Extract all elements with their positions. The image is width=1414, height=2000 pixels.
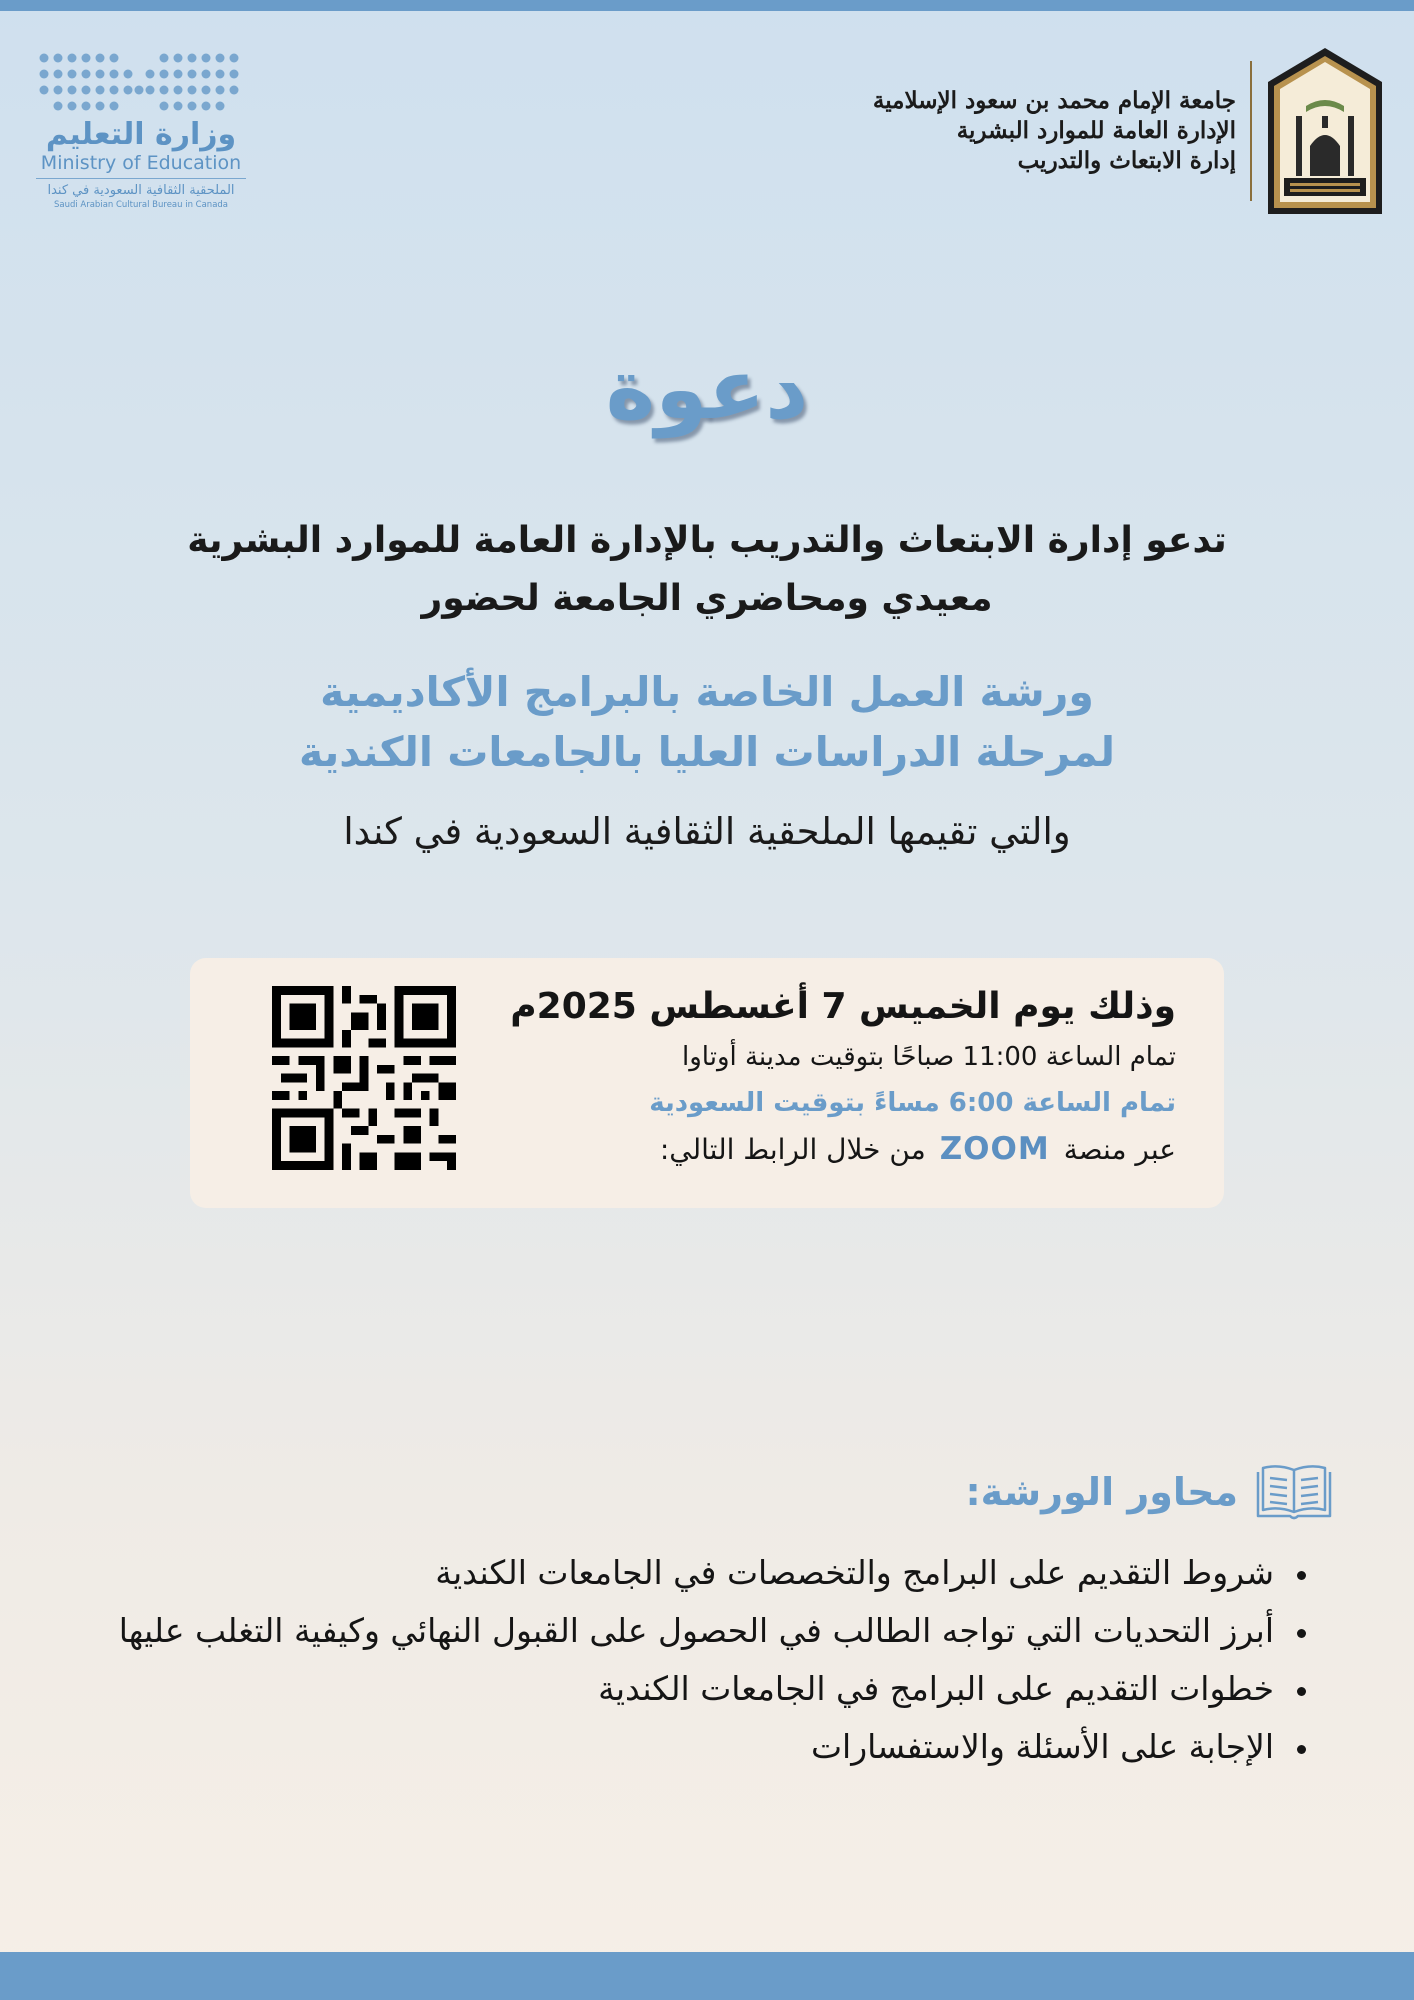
ministry-arabic-name: وزارة التعليم — [45, 117, 237, 152]
invitation-title: دعوة — [605, 340, 809, 438]
header-divider — [1250, 61, 1252, 201]
top-bar — [0, 0, 1414, 11]
platform-prefix: عبر منصة — [1063, 1133, 1176, 1166]
university-header — [873, 46, 1384, 216]
department-name: الإدارة العامة للموارد البشرية — [956, 117, 1236, 144]
ministry-divider — [36, 178, 246, 179]
zoom-label: ZOOM — [939, 1131, 1050, 1167]
list-item: شروط التقديم على البرامج والتخصصات في الجامعات الكندية — [119, 1544, 1310, 1602]
bureau-arabic-name: الملحقية الثقافية السعودية في كندا — [47, 183, 235, 198]
event-date: وذلك يوم الخميس 7 أغسطس 2025م — [510, 986, 1176, 1027]
university-text — [873, 86, 1236, 176]
topics-list — [119, 1544, 1310, 1776]
list-item: أبرز التحديات التي تواجه الطالب في الحصول على القبول النهائي وكيفية التغلب عليها — [119, 1602, 1310, 1660]
dots-pattern-icon — [36, 50, 242, 116]
topics-title: محاور الورشة: — [965, 1470, 1238, 1514]
open-book-icon — [1254, 1462, 1334, 1522]
workshop-line-1: ورشة العمل الخاصة بالبرامج الأكاديمية — [320, 668, 1094, 716]
event-details-card — [190, 958, 1224, 1208]
unit-name: إدارة الابتعاث والتدريب — [1017, 147, 1236, 174]
event-details — [510, 980, 1176, 1173]
intro-line-2: معيدي ومحاضري الجامعة لحضور — [421, 578, 993, 619]
saudi-time: تمام الساعة 6:00 مساءً بتوقيت السعودية — [649, 1088, 1176, 1118]
bureau-english-name: Saudi Arabian Cultural Bureau in Canada — [53, 200, 229, 210]
qr-code[interactable] — [272, 986, 456, 1170]
platform-line — [510, 1126, 1176, 1173]
intro-line-1: تدعو إدارة الابتعاث والتدريب بالإدارة العامة للموارد البشرية — [187, 520, 1227, 561]
ottawa-time: تمام الساعة 11:00 صباحًا بتوقيت مدينة أوتاوا — [682, 1042, 1176, 1072]
workshop-title — [0, 662, 1414, 782]
list-item: خطوات التقديم على البرامج في الجامعات الكندية — [119, 1660, 1310, 1718]
ministry-english-name: Ministry of Education — [40, 152, 242, 174]
bottom-bar — [0, 1952, 1414, 2000]
topics-header — [965, 1462, 1334, 1522]
host-text: والتي تقيمها الملحقية الثقافية السعودية في كندا — [343, 810, 1071, 853]
platform-suffix: من خلال الرابط التالي: — [659, 1133, 926, 1166]
university-name: جامعة الإمام محمد بن سعود الإسلامية — [872, 87, 1236, 114]
intro-text — [0, 512, 1414, 628]
workshop-line-2: لمرحلة الدراسات العليا بالجامعات الكندية — [298, 728, 1116, 776]
mosque-emblem-icon — [1266, 46, 1384, 216]
list-item: الإجابة على الأسئلة والاستفسارات — [119, 1718, 1310, 1776]
ministry-logo — [36, 50, 246, 211]
